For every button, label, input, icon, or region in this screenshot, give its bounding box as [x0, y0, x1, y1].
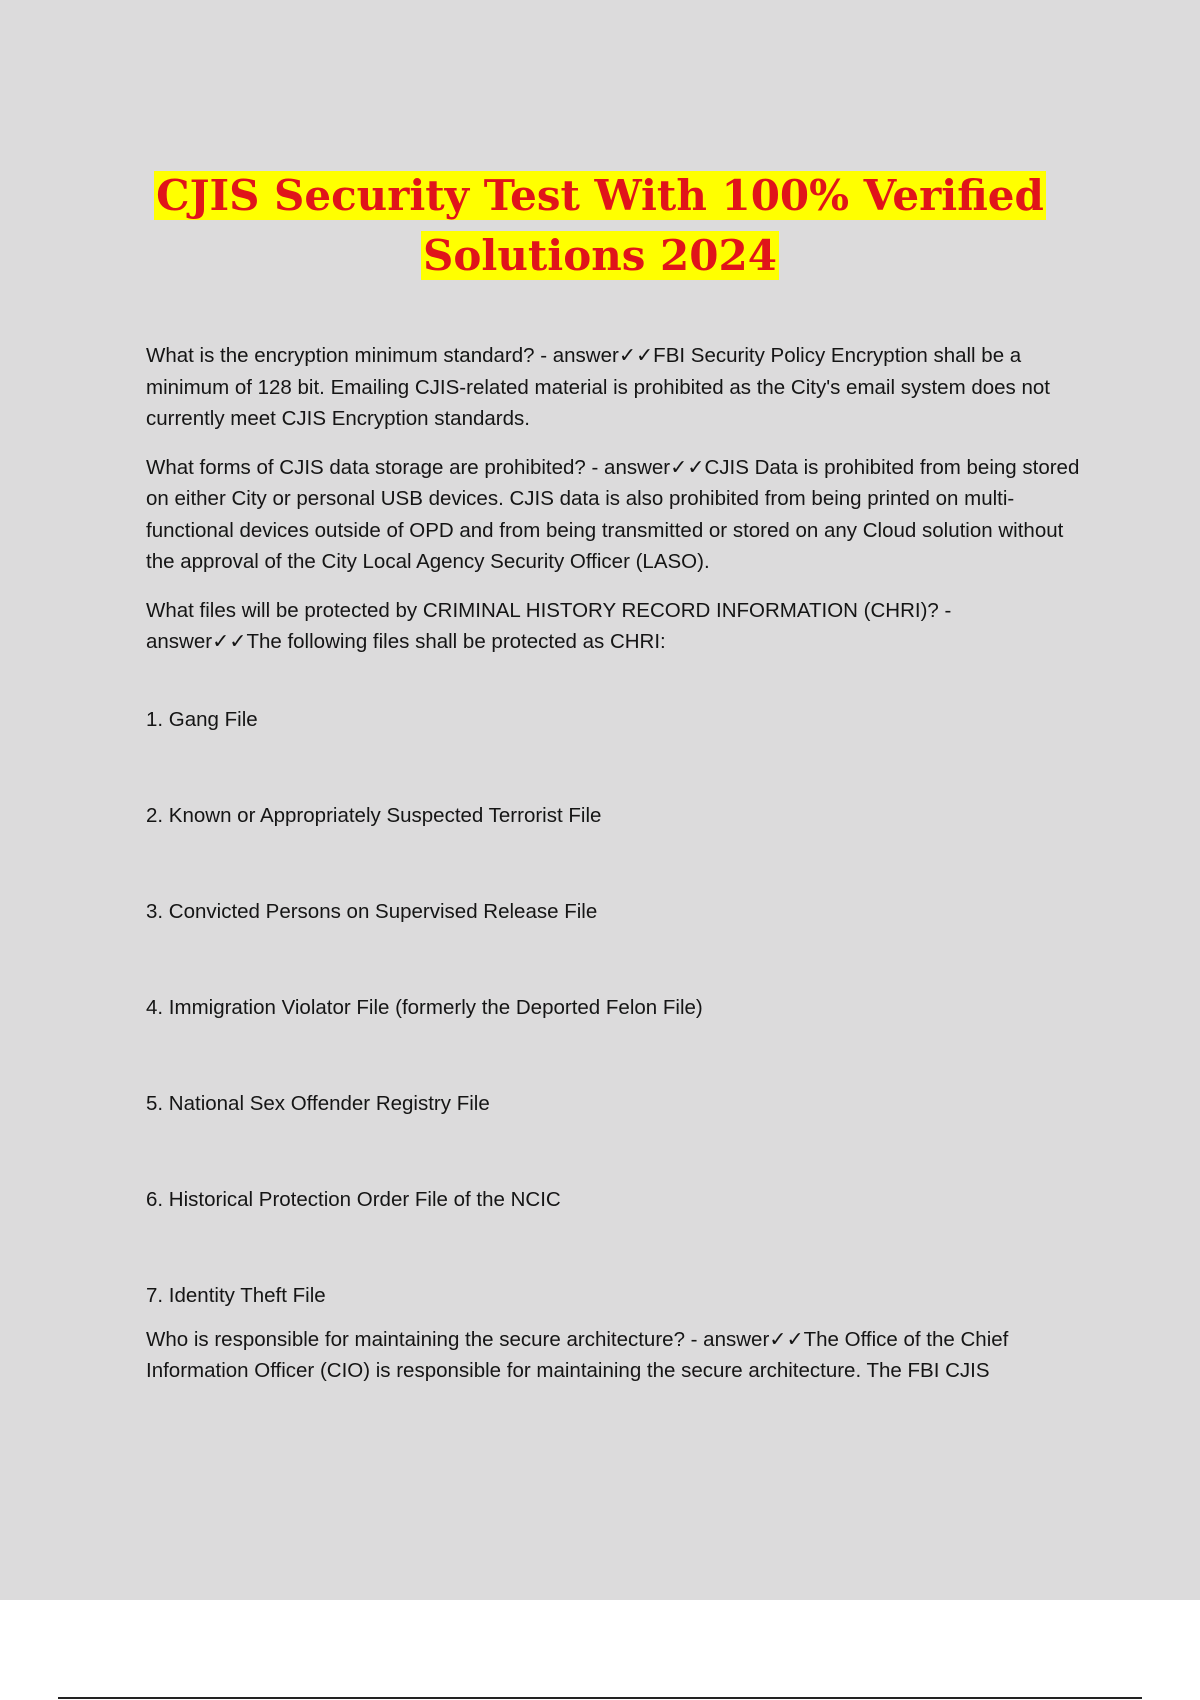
list-item: 2. Known or Appropriately Suspected Terrorist File — [146, 803, 602, 827]
document-title — [0, 166, 1200, 286]
document-body — [146, 340, 1086, 1404]
chri-file-list — [146, 704, 1086, 1324]
qa-paragraph-storage: What forms of CJIS data storage are prohibited? - answer✓✓CJIS Data is prohibited from being stored on either City or personal USB devices. CJIS data is also prohibited from being printed on multi-functional devices outside of OPD and from being transmitted or stored on any Cloud solution without the approval of the City Local Agency Security Officer (LASO). — [146, 455, 1080, 573]
list-item: 1. Gang File — [146, 707, 258, 731]
list-item: 7. Identity Theft File — [146, 1283, 326, 1307]
list-item: 4. Immigration Violator File (formerly the Deported Felon File) — [146, 995, 703, 1019]
list-item: 5. National Sex Offender Registry File — [146, 1091, 490, 1115]
footer-divider — [58, 1697, 1142, 1699]
title-line-1: CJIS Security Test With 100% Verified — [156, 171, 1044, 220]
qa-paragraph-architecture: Who is responsible for maintaining the secure architecture? - answer✓✓The Office of the Chief Information Officer (CIO) is responsible for maintaining the secure architecture. The FBI CJIS — [146, 1327, 1009, 1382]
qa-paragraph-encryption: What is the encryption minimum standard? - answer✓✓FBI Security Policy Encryption shall be a minimum of 128 bit. Emailing CJIS-related material is prohibited as the City's email system does not currently meet CJIS Encryption standards. — [146, 344, 1051, 430]
qa-paragraph-chri: What files will be protected by CRIMINAL HISTORY RECORD INFORMATION (CHRI)? - answer✓✓The following files shall be protected as CHRI: — [146, 598, 952, 653]
list-item: 6. Historical Protection Order File of the NCIC — [146, 1187, 561, 1211]
title-line-2: Solutions 2024 — [423, 231, 777, 280]
list-item: 3. Convicted Persons on Supervised Release File — [146, 899, 598, 923]
